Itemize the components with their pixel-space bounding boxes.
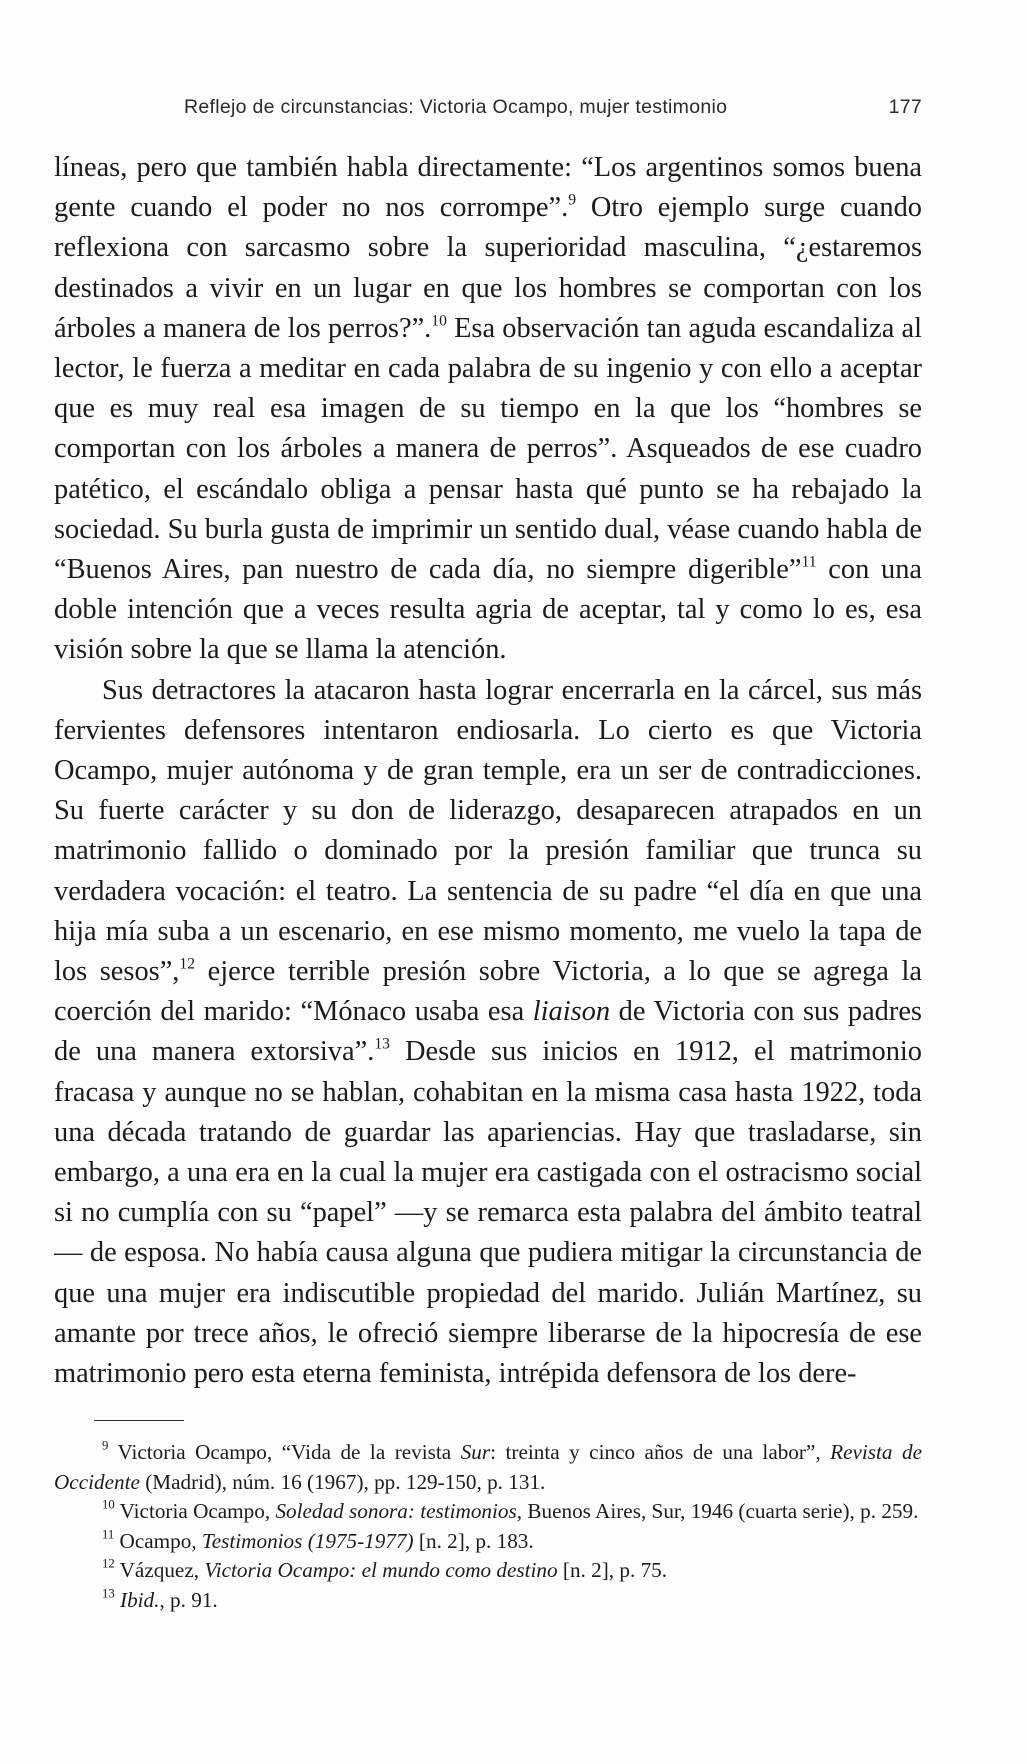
italic-title: Sur bbox=[460, 1440, 491, 1464]
footnote-number: 12 bbox=[102, 1556, 115, 1571]
italic-title: Soledad sonora: testimonios bbox=[275, 1499, 517, 1524]
body-text bbox=[54, 148, 922, 1394]
text-run: Victoria Ocampo, bbox=[114, 1499, 276, 1524]
footnote-13 bbox=[54, 1586, 922, 1616]
text-run: , Buenos Aires, Sur, 1946 (cuarta serie), p. 259. bbox=[516, 1499, 919, 1524]
text-run: Ocampo, bbox=[114, 1528, 202, 1553]
footnote-11 bbox=[54, 1527, 922, 1557]
italic-title: Revista de Occidente bbox=[54, 1440, 923, 1494]
text-run: Sus detractores la atacaron hasta lograr encerrarla en la cárcel, sus más fervientes defensores intentaron endiosarla. Lo cierto es que Victoria Ocampo, mujer autónoma y de gran temple, era un ser de contradicciones. Su fuerte carácter y su don de liderazgo, desaparecen atrapados en un matrimonio fallido o dominado por la presión familiar que trunca su verdadera vocación: el teatro. La sentencia de su padre “el día en que una hija mía suba a un escenario, en ese mismo momento, me vuelo la tapa de los sesos”, bbox=[54, 674, 922, 988]
footnote-number: 9 bbox=[102, 1438, 109, 1453]
italic-title: Testimonios (1975-1977) bbox=[201, 1528, 414, 1553]
text-run: Esa observación tan aguda escandaliza al lector, le fuerza a meditar en cada palabra de su ingenio y con ello a aceptar que es muy real esa imagen de su tiempo en la que los “hombres se comportan con los árboles a manera de perros”. Asqueados de ese cuadro patético, el escándalo obliga a pensar hasta qué punto se ha rebajado la sociedad. Su burla gusta de imprimir un sentido dual, véase cuando habla de “Buenos Aires, pan nuestro de cada día, no siempre digerible” bbox=[54, 312, 923, 586]
footnote-ref: 9 bbox=[568, 191, 576, 209]
footnotes bbox=[54, 1438, 922, 1616]
text-run: , p. 91. bbox=[159, 1587, 218, 1612]
text-run: [n. 2], p. 183. bbox=[413, 1528, 534, 1553]
page-number: 177 bbox=[888, 96, 922, 118]
footnote-10 bbox=[54, 1497, 922, 1527]
text-run: líneas, pero que también habla directamente: “Los argentinos somos buena gente cuando el poder no nos corrompe”. bbox=[54, 152, 922, 224]
footnote-number: 13 bbox=[102, 1586, 115, 1601]
text-run: (Madrid), núm. 16 (1967), pp. 129-150, p. 131. bbox=[139, 1469, 546, 1494]
paragraph-2 bbox=[54, 671, 922, 1395]
footnote-ref: 12 bbox=[179, 955, 196, 973]
footnote-12 bbox=[54, 1556, 922, 1586]
text-run: de Victoria con sus padres de una manera extorsiva”. bbox=[54, 996, 922, 1068]
text-run: Desde sus inicios en 1912, el matrimonio fracasa y aunque no se hablan, cohabitan en la misma casa hasta 1922, toda una década tratando de guardar las apariencias. Hay que trasladarse, sin embargo, a una era en la cual la mujer era castigada con el ostracismo social si no cumplía con su “papel” —y se remarca esta palabra del ámbito teatral— de esposa. No había causa alguna que pudiera mitigar la circunstancia de que una mujer era indiscutible propiedad del marido. Julián Martínez, su amante por trece años, le ofreció siempre liberarse de la hipocresía de ese matrimonio pero esta eterna feminista, intrépida defensora de los dere- bbox=[54, 1036, 922, 1390]
footnote-number: 10 bbox=[102, 1497, 115, 1512]
text-run: Victoria Ocampo, “Vida de la revista bbox=[108, 1440, 461, 1464]
footnote-ref: 11 bbox=[801, 553, 817, 571]
paragraph-1 bbox=[54, 148, 922, 671]
running-head bbox=[54, 96, 922, 124]
italic-title: Ibid. bbox=[120, 1587, 160, 1612]
footnote-number: 11 bbox=[102, 1527, 115, 1542]
footnote-ref: 13 bbox=[374, 1035, 390, 1053]
text-run: Otro ejemplo surge cuando reflexiona con sarcasmo sobre la superioridad masculina, “¿estaremos destinados a vivir en un lugar en que los hombres se comportan con los árboles a manera de los perros?”. bbox=[54, 192, 922, 344]
footnote-ref: 10 bbox=[431, 312, 447, 330]
running-title: Reflejo de circunstancias: Victoria Ocampo, mujer testimonio bbox=[184, 96, 728, 118]
text-run: ejerce terrible presión sobre Victoria, a lo que se agrega la coerción del marido: “Mónaco usaba esa bbox=[54, 956, 922, 1028]
footnote-separator bbox=[94, 1420, 184, 1421]
text-run: : treinta y cinco años de una labor”, bbox=[490, 1440, 831, 1464]
text-run: Vázquez, bbox=[114, 1558, 205, 1583]
text-run: [n. 2], p. 75. bbox=[557, 1558, 668, 1583]
italic-term: liaison bbox=[532, 996, 611, 1028]
italic-title: Victoria Ocampo: el mundo como destino bbox=[204, 1558, 558, 1583]
text-run: con una doble intención que a veces resulta agria de aceptar, tal y como lo es, esa visión sobre la que se llama la atención. bbox=[54, 554, 923, 666]
footnote-9 bbox=[54, 1438, 922, 1497]
